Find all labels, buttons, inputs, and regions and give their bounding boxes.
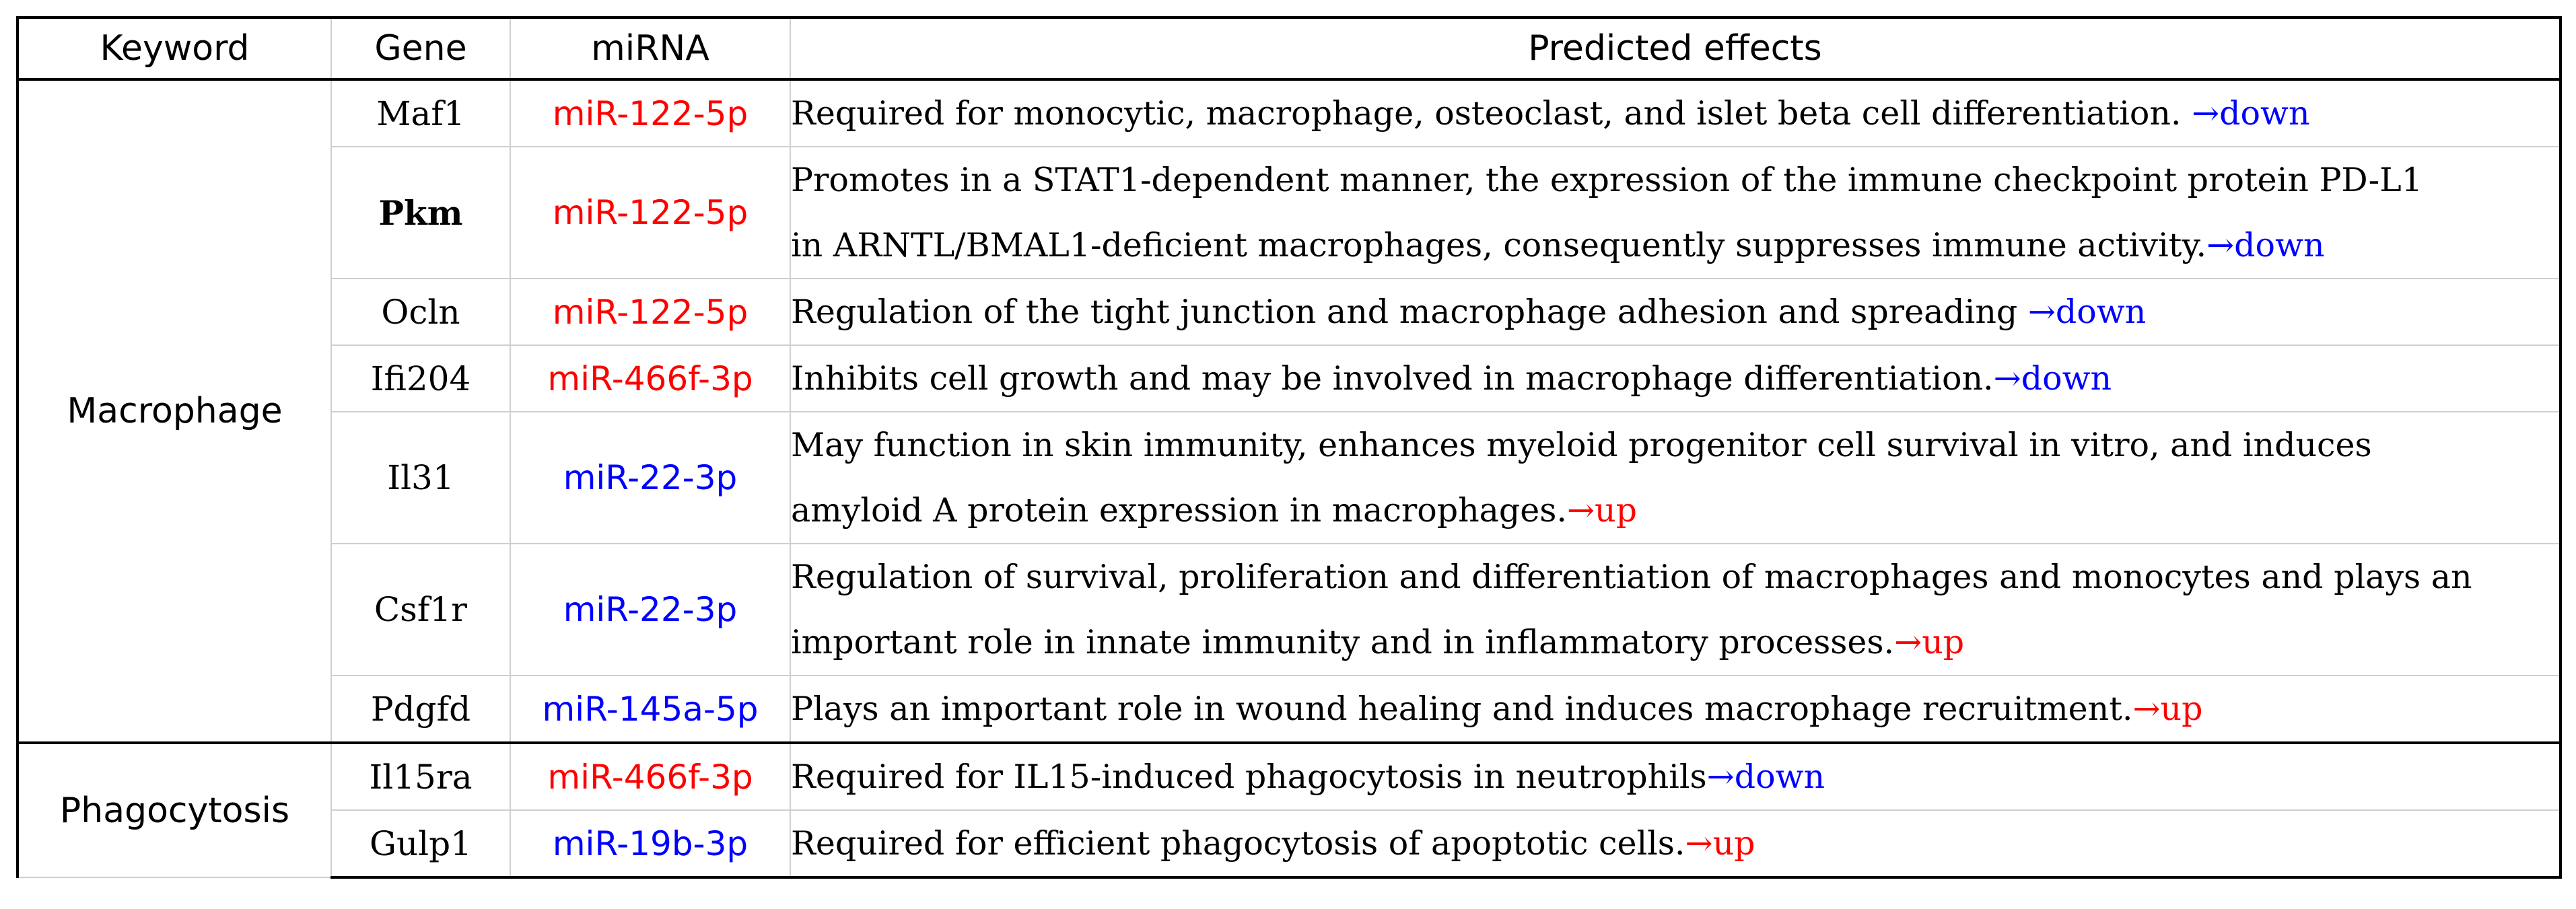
effect-text: important role in innate immunity and in inflammatory processes. [791,623,1895,661]
predicted-effect-cell [790,544,2561,676]
predicted-effect-cell [790,79,2561,147]
effect-arrow: →down [1706,758,1825,796]
mirna-cell: miR-19b-3p [510,810,790,877]
mirna-cell: miR-466f-3p [510,743,790,810]
effect-arrow: →down [2027,293,2147,331]
effect-text: Plays an important role in wound healing and induces macrophage recruitment. [791,690,2133,728]
gene-cell: Pdgfd [331,676,510,743]
effect-text: Required for monocytic, macrophage, osteoclast, and islet beta cell differentiation. [791,94,2192,133]
effect-text: Regulation of the tight junction and macrophage adhesion and spreading [791,293,2028,331]
predicted-effect-cell [790,412,2561,544]
effect-arrow: →up [1894,623,1965,661]
predicted-effects-table [16,16,2562,879]
table-row [18,147,2561,279]
table-row [18,345,2561,412]
effect-text: Required for IL15-induced phagocytosis in neutrophils [791,758,1707,796]
effect-arrow: →down [2206,226,2325,264]
gene-cell: Ifi204 [331,345,510,412]
effect-text: in ARNTL/BMAL1-deficient macrophages, consequently suppresses immune activity. [791,226,2207,264]
gene-cell: Ocln [331,279,510,345]
effect-arrow: →up [1566,491,1637,530]
effect-arrow: →down [1993,359,2112,398]
mirna-cell: miR-122-5p [510,79,790,147]
mirna-cell: miR-122-5p [510,147,790,279]
mirna-cell: miR-145a-5p [510,676,790,743]
keyword-cell: Macrophage [18,79,331,743]
predicted-effect-cell [790,676,2561,743]
mirna-cell: miR-466f-3p [510,345,790,412]
gene-cell: Il31 [331,412,510,544]
header-predicted-effects: Predicted effects [790,17,2561,79]
effect-text: Regulation of survival, proliferation and differentiation of macrophages and monocytes and plays an [791,558,2472,596]
table-row [18,544,2561,676]
table-row [18,810,2561,877]
predicted-effect-cell [790,279,2561,345]
effect-arrow: →down [2192,94,2310,133]
effect-text: May function in skin immunity, enhances myeloid progenitor cell survival in vitro, and induces [791,426,2372,464]
keyword-cell: Phagocytosis [18,743,331,877]
effect-text: Promotes in a STAT1-dependent manner, the expression of the immune checkpoint protein PD-L1 [791,161,2423,199]
gene-cell: Gulp1 [331,810,510,877]
table-row [18,412,2561,544]
effect-text: Inhibits cell growth and may be involved in macrophage differentiation. [791,359,1994,398]
gene-cell: Il15ra [331,743,510,810]
predicted-effect-cell [790,345,2561,412]
mirna-cell: miR-22-3p [510,412,790,544]
effect-text: amyloid A protein expression in macrophages. [791,491,1567,530]
gene-cell: Pkm [331,147,510,279]
gene-cell: Maf1 [331,79,510,147]
header-gene: Gene [331,17,510,79]
table-row [18,743,2561,810]
mirna-cell: miR-122-5p [510,279,790,345]
header-keyword: Keyword [18,17,331,79]
table-row [18,676,2561,743]
predicted-effect-cell [790,810,2561,877]
effect-arrow: →up [1685,824,1755,863]
gene-cell: Csf1r [331,544,510,676]
effect-text: Required for efficient phagocytosis of apoptotic cells. [791,824,1685,863]
predicted-effect-cell [790,147,2561,279]
table-row [18,279,2561,345]
table-row [18,79,2561,147]
predicted-effect-cell [790,743,2561,810]
header-mirna: miRNA [510,17,790,79]
effect-arrow: →up [2132,690,2203,728]
table-container [16,16,2559,879]
table-body [18,79,2561,877]
mirna-cell: miR-22-3p [510,544,790,676]
header-row [18,17,2561,79]
